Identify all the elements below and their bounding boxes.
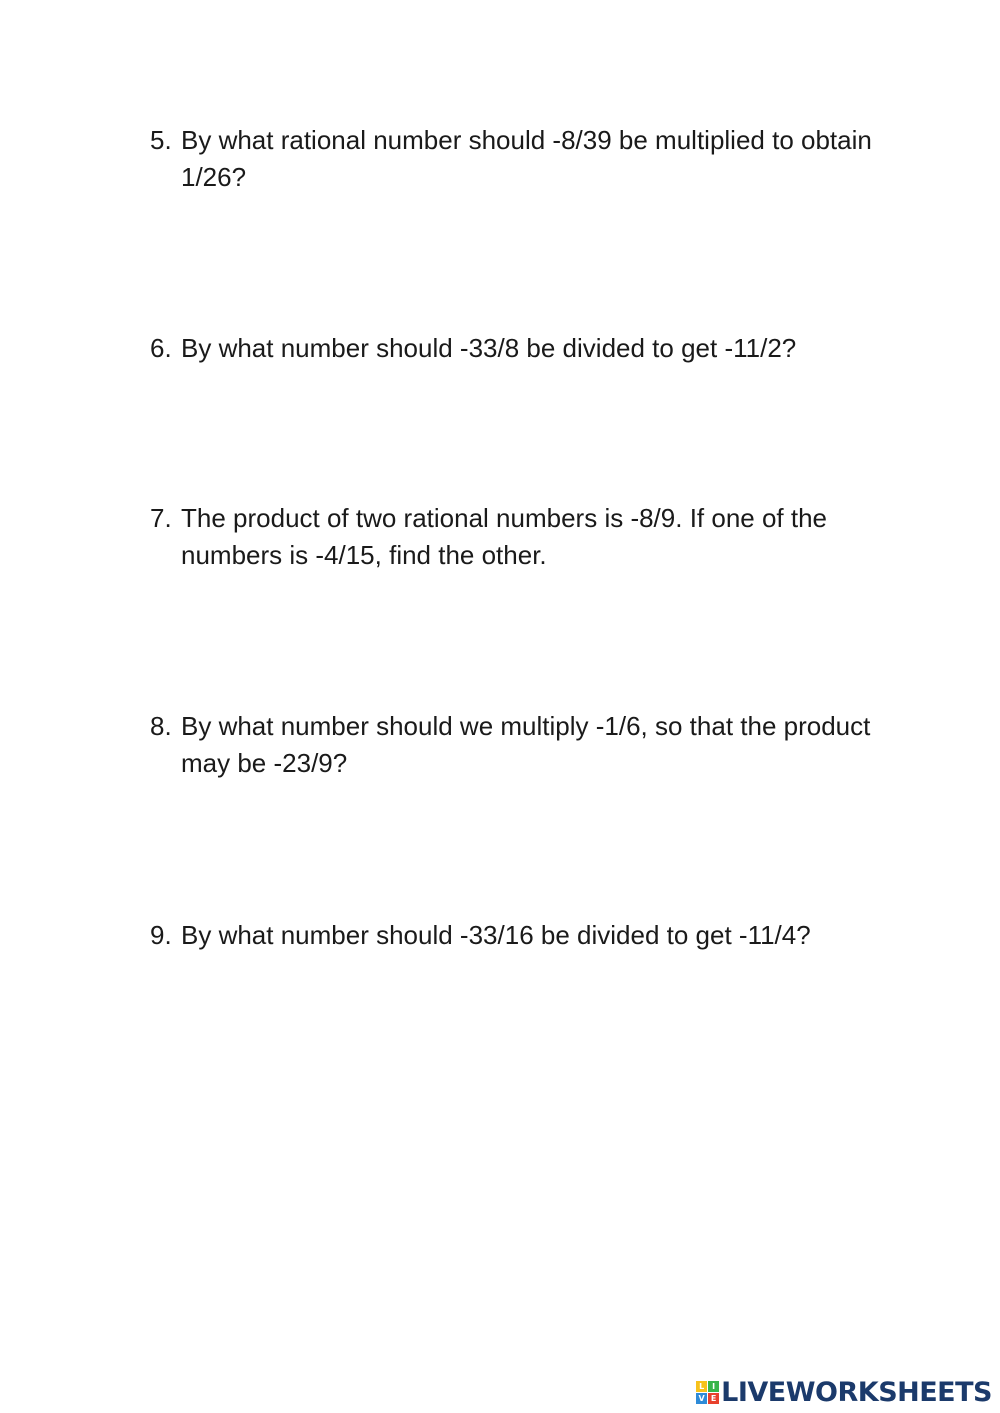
question-text: By what number should we multiply -1/6, so that the product may be -23/9? (181, 711, 871, 778)
question-number: 5. (150, 125, 172, 155)
brand-name: LIVEWORKSHEETS (721, 1376, 992, 1408)
question-text: The product of two rational numbers is -8/9. If one of the numbers is -4/15, find the other. (181, 503, 828, 570)
question-number: 8. (150, 711, 172, 741)
logo-cell: L (696, 1381, 707, 1392)
logo-cell: V (696, 1393, 707, 1404)
liveworksheets-logo[interactable] (696, 1377, 992, 1407)
question-number: 7. (150, 503, 172, 533)
question-number: 9. (150, 920, 172, 950)
logo-cell: I (708, 1381, 719, 1392)
question-8 (150, 708, 880, 782)
question-6 (150, 330, 880, 367)
question-5 (150, 122, 880, 196)
question-number: 6. (150, 333, 172, 363)
logo-grid-icon (696, 1381, 719, 1404)
logo-cell: E (708, 1393, 719, 1404)
question-7 (150, 500, 880, 574)
question-text: By what number should -33/16 be divided to get -11/4? (181, 920, 811, 950)
question-text: By what number should -33/8 be divided to get -11/2? (181, 333, 797, 363)
question-9 (150, 917, 880, 954)
question-text: By what rational number should -8/39 be multiplied to obtain 1/26? (181, 125, 872, 192)
